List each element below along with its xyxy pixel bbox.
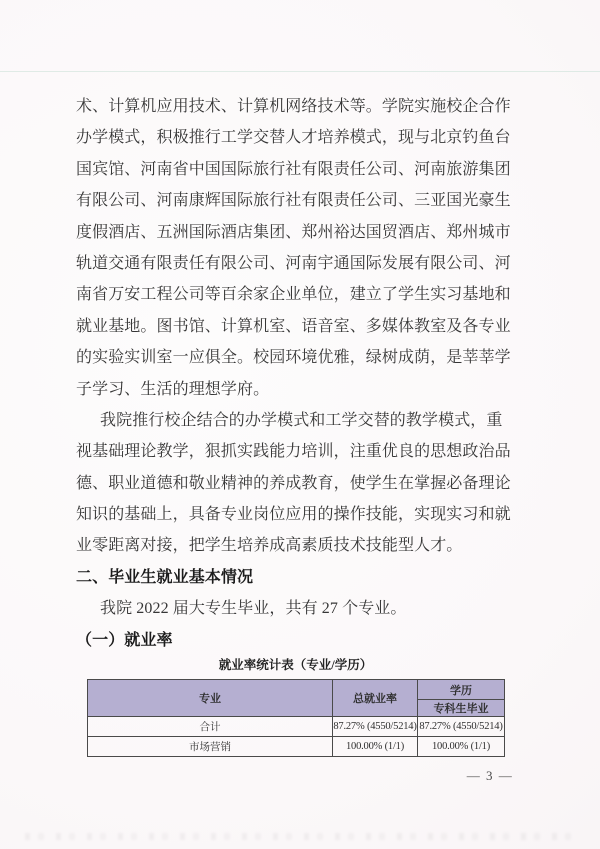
col-header-education-sub: 专科生毕业 xyxy=(418,700,505,717)
body-line: 轨道交通有限责任有限公司、河南宇通国际发展有限公司、河 xyxy=(76,254,511,272)
paragraph-school-overview xyxy=(76,91,509,405)
col-header-total-rate: 总就业率 xyxy=(333,680,418,717)
paragraph-graduates-count: 我院 2022 届大专生毕业，共有 27 个专业。 xyxy=(100,600,407,618)
body-line: 业零距离对接，把学生培养成高素质技术技能型人才。 xyxy=(76,537,463,555)
body-line: 的实验实训室一应俱全。校园环境优雅，绿树成荫，是莘莘学 xyxy=(76,349,511,367)
section-heading: 二、毕业生就业基本情况 xyxy=(76,568,254,586)
page-bleed-artifact xyxy=(25,833,580,840)
body-line: 南省万安工程公司等百余家企业单位，建立了学生实习基地和 xyxy=(76,286,511,304)
body-line: 我院推行校企结合的办学模式和工学交替的教学模式，重 xyxy=(100,411,503,429)
cell-total-rate: 87.27% (4550/5214) xyxy=(333,717,418,737)
cell-total-rate: 100.00% (1/1) xyxy=(333,737,418,757)
table-row-marketing xyxy=(88,737,505,757)
scan-artifact-line xyxy=(0,71,600,72)
body-line: 办学模式，积极推行工学交替人才培养模式，现与北京钓鱼台 xyxy=(76,129,511,147)
cell-major: 市场营销 xyxy=(88,737,333,757)
body-line: 度假酒店、五洲国际酒店集团、郑州裕达国贸酒店、郑州城市 xyxy=(76,223,511,241)
body-line: 就业基地。图书馆、计算机室、语音室、多媒体教室及各专业 xyxy=(76,317,511,335)
paragraph-teaching-model xyxy=(76,405,509,562)
body-line: 知识的基础上，具备专业岗位应用的操作技能，实现实习和就 xyxy=(76,506,511,524)
subsection-heading: （一）就业率 xyxy=(76,631,173,649)
table-row-total xyxy=(88,717,505,737)
body-line: 国宾馆、河南省中国国际旅行社有限责任公司、河南旅游集团 xyxy=(76,160,511,178)
table-title: 就业率统计表（专业/学历） xyxy=(218,658,373,672)
cell-education-rate: 100.00% (1/1) xyxy=(418,737,505,757)
body-line: 术、计算机应用技术、计算机网络技术等。学院实施校企合作 xyxy=(76,98,511,115)
body-line: 德、职业道德和敬业精神的养成教育，使学生在掌握必备理论 xyxy=(76,474,511,492)
col-header-education: 学历 xyxy=(418,680,505,700)
body-line: 视基础理论教学，狠抓实践能力培训，注重优良的思想政治品 xyxy=(76,443,511,461)
body-line: 子学习、生活的理想学府。 xyxy=(76,380,270,398)
document-body xyxy=(76,91,509,656)
body-line: 有限公司、河南康辉国际旅行社有限责任公司、三亚国光豪生 xyxy=(76,192,511,210)
page-number: — 3 — xyxy=(466,768,514,783)
table-header-row xyxy=(88,680,505,700)
cell-education-rate: 87.27% (4550/5214) xyxy=(418,717,505,737)
cell-major: 合计 xyxy=(88,717,333,737)
employment-rate-table xyxy=(87,679,505,757)
col-header-major: 专业 xyxy=(88,680,333,717)
